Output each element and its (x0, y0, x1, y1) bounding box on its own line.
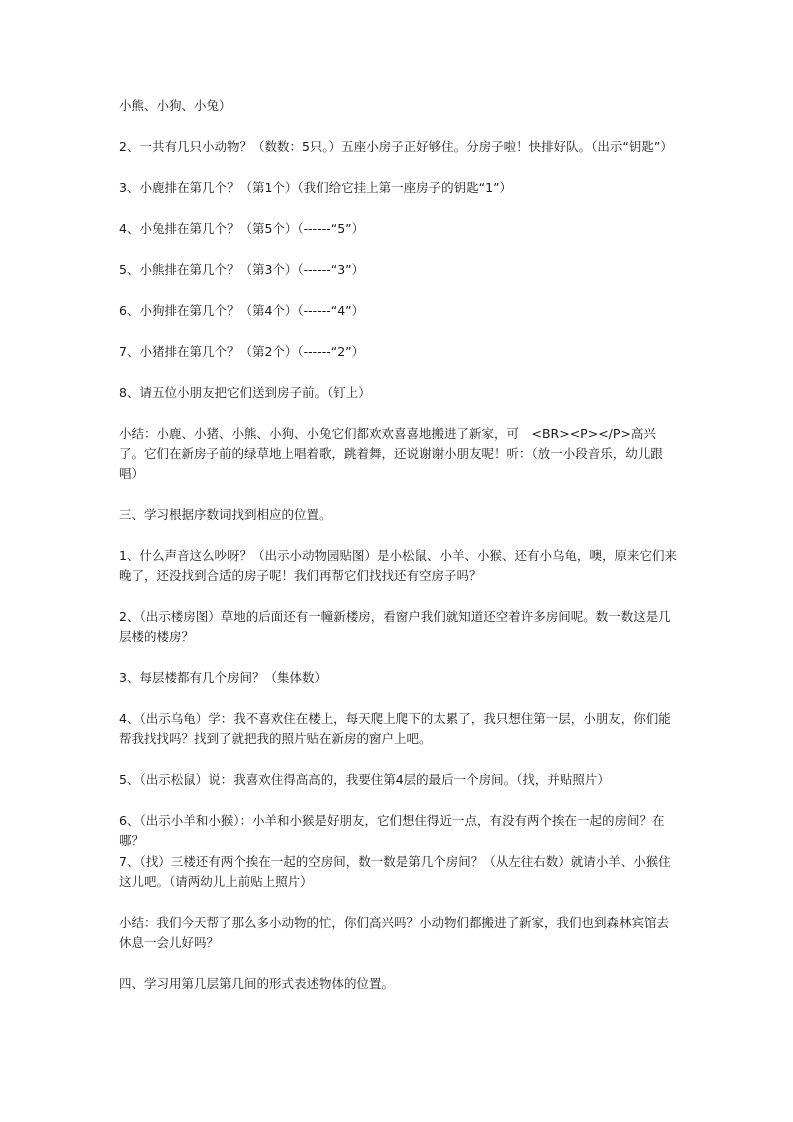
paragraph-section3-step-7: 7、（找）三楼还有两个挨在一起的空房间，数一数是第几个房间？（从左往右数）就请小羊、小猴住这儿吧。（请两幼儿上前贴上照片） (119, 854, 671, 889)
paragraph-intro-continuation: 小熊、小狗、小兔） (119, 98, 232, 113)
paragraph-step-6: 6、小狗排在第几个？（第4个）（------“4”） (119, 303, 365, 318)
paragraph-step-7: 7、小猪排在第几个？（第2个）（------“2”） (119, 344, 365, 359)
paragraph-section3-step-6: 6、（出示小羊和小猴）：小羊和小猴是好朋友，它们想住得近一点，有没有两个挨在一起的房间？在哪？ (119, 813, 665, 848)
section-heading-4: 四、学习用第几层第几间的形式表述物体的位置。 (119, 976, 395, 991)
section-heading-3: 三、学习根据序数词找到相应的位置。 (119, 507, 332, 522)
paragraph-section3-step-5: 5、（出示松鼠）说：我喜欢住得高高的，我要住第4层的最后一个房间。（找，并贴照片） (119, 772, 610, 787)
paragraph-step-8: 8、请五位小朋友把它们送到房子前。（钉上） (119, 385, 371, 400)
document-body (119, 96, 677, 1015)
paragraph-step-4: 4、小兔排在第几个？（第5个）（------“5”） (119, 221, 365, 236)
paragraph-step-2: 2、一共有几只小动物？（数数：5只。）五座小房子正好够住。分房子啦！快排好队。（出示“钥匙”） (119, 139, 673, 154)
paragraph-section3-step-3: 3、每层楼都有几个房间？（集体数） (119, 670, 327, 685)
paragraph-summary-2: 小结：我们今天帮了那么多小动物的忙，你们高兴吗？小动物们都搬进了新家，我们也到森林宾馆去休息一会儿好吗？ (119, 915, 670, 950)
paragraph-section3-step-1: 1、什么声音这么吵呀？（出示小动物园贴图）是小松鼠、小羊、小猴、还有小乌龟，噢，原来它们来晚了，还没找到合适的房子呢！我们再帮它们找找还有空房子吗？ (119, 548, 677, 583)
paragraph-summary-1: 小结：小鹿、小猪、小熊、小狗、小兔它们都欢欢喜喜地搬进了新家，可 <BR><P></P>高兴了。它们在新房子前的绿草地上唱着歌，跳着舞，还说谢谢小朋友呢！听：（放一小段音乐，幼儿跟唱） (119, 426, 663, 481)
paragraph-step-5: 5、小熊排在第几个？（第3个）（------“3”） (119, 262, 365, 277)
paragraph-step-3: 3、小鹿排在第几个？（第1个）（我们给它挂上第一座房子的钥匙“1”） (119, 180, 513, 195)
paragraph-section3-step-2: 2、（出示楼房图）草地的后面还有一幢新楼房，看窗户我们就知道还空着许多房间呢。数一数这是几层楼的楼房？ (119, 609, 671, 644)
paragraph-section3-step-4: 4、（出示乌龟）学：我不喜欢住在楼上，每天爬上爬下的太累了，我只想住第一层，小朋友，你们能帮我找找吗？找到了就把我的照片贴在新房的窗户上吧。 (119, 711, 671, 746)
